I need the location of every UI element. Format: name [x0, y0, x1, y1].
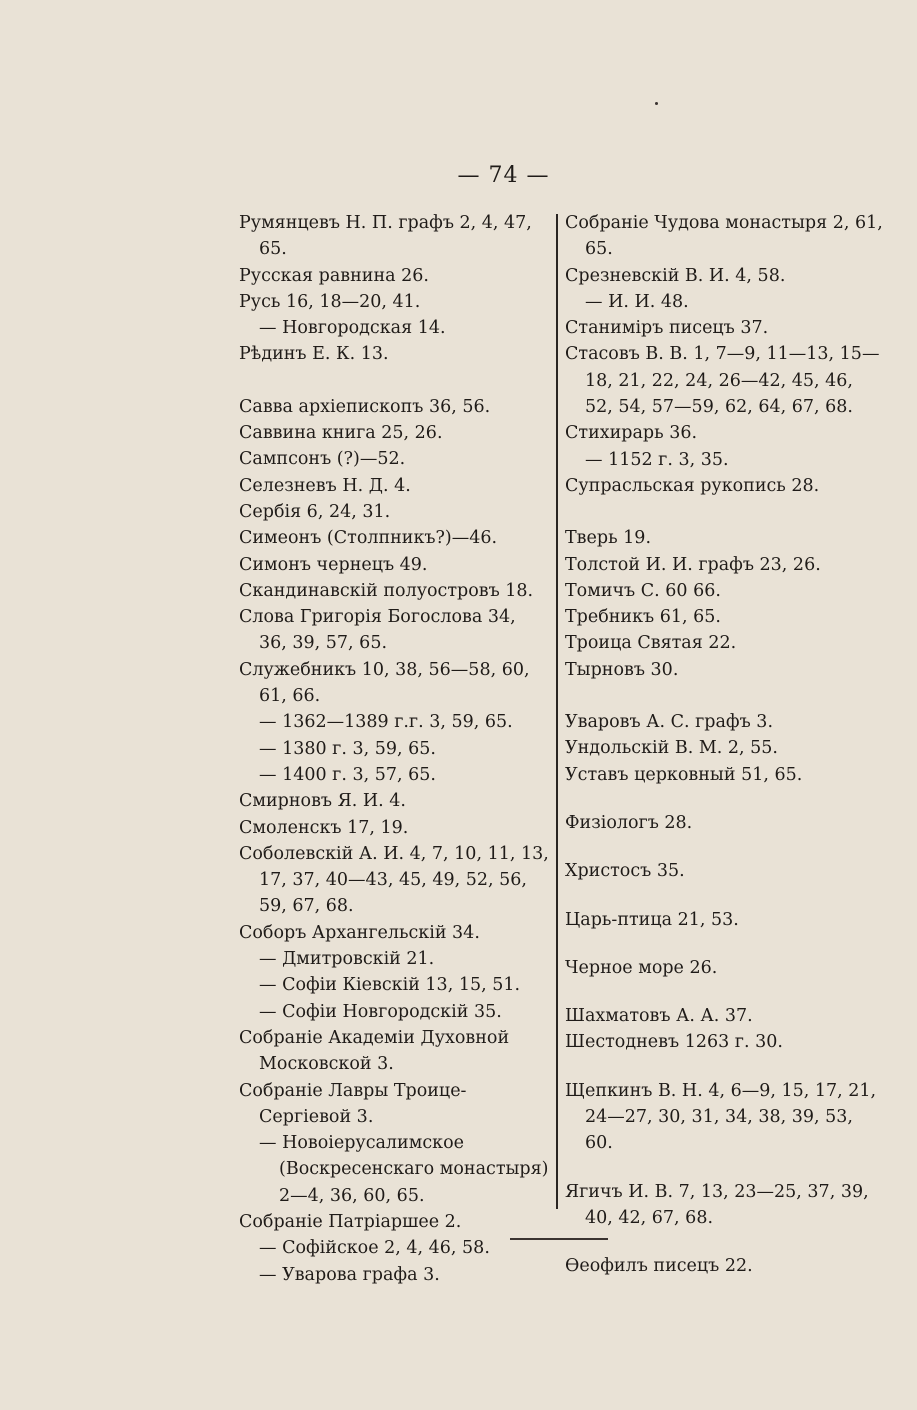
index-entry: Русская равнина 26.	[239, 265, 429, 286]
page-number: — 74 —	[457, 163, 550, 188]
index-entry: Соборъ Архангельскій 34.	[239, 922, 480, 943]
index-entry: Стасовъ В. В. 1, 7—9, 11—13, 15—18, 21, 22, 24, 26—42, 45, 46, 52, 54, 57—59, 62, 64, 67, 68.	[565, 344, 880, 418]
index-entry: Супрасльская рукопись 28.	[565, 475, 820, 496]
index-entry: Стихирарь 36.	[565, 423, 698, 444]
section-gap	[565, 1157, 885, 1179]
bottom-rule	[510, 1238, 608, 1240]
section-gap	[239, 368, 549, 394]
index-entry: Соболевскій А. И. 4, 7, 10, 11, 13, 17, 37, 40—43, 45, 49, 52, 56, 59, 67, 68.	[239, 843, 549, 917]
section-gap	[565, 1231, 885, 1253]
index-entry: Савва архіепископъ 36, 56.	[239, 396, 491, 417]
index-entry: Скандинавскій полуостровъ 18.	[239, 580, 534, 601]
index-entry: Служебникъ 10, 38, 56—58, 60, 61, 66.	[239, 659, 530, 707]
index-entry: — Новгородская 14.	[259, 318, 446, 339]
index-entry: Румянцевъ Н. П. графъ 2, 4, 47, 65.	[239, 213, 532, 260]
index-entry: Рѣдинъ Е. К. 13.	[239, 344, 389, 365]
section-gap	[565, 683, 885, 709]
index-entry: — Уварова графа 3.	[259, 1264, 440, 1285]
index-entry: Христосъ 35.	[565, 861, 685, 882]
index-entry: Физіологъ 28.	[565, 812, 693, 833]
index-entry: Срезневскій В. И. 4, 58.	[565, 265, 786, 286]
index-entry: Смирновъ Я. И. 4.	[239, 791, 406, 812]
section-gap	[565, 885, 885, 907]
index-entry: Сампсонъ (?)—52.	[239, 449, 406, 470]
index-entry: — Софіи Новгородскій 35.	[259, 1001, 502, 1022]
index-entry: — 1380 г. 3, 59, 65.	[259, 738, 436, 759]
index-entry: Троица Святая 22.	[565, 633, 737, 654]
index-entry: — 1400 г. 3, 57, 65.	[259, 764, 436, 785]
section-gap	[565, 933, 885, 955]
section-gap	[565, 499, 885, 525]
index-column-left	[239, 210, 549, 1288]
column-divider	[556, 214, 558, 1209]
index-entry: Царь-птица 21, 53.	[565, 909, 739, 930]
index-entry: Селезневъ Н. Д. 4.	[239, 475, 411, 496]
index-entry: Станиміръ писецъ 37.	[565, 318, 769, 339]
index-entry: Собраніе Академіи Духовной Московской 3.	[239, 1027, 510, 1075]
index-entry: Слова Григорія Богослова 34, 36, 39, 57, 65.	[239, 607, 516, 654]
index-entry: Уваровъ А. С. графъ 3.	[565, 712, 774, 733]
index-entry: Тверь 19.	[565, 528, 652, 549]
index-entry: — Дмитровскій 21.	[259, 949, 435, 970]
index-column-right	[565, 210, 885, 1280]
index-entry: Толстой И. И. графъ 23, 26.	[565, 554, 821, 575]
index-entry: Русь 16, 18—20, 41.	[239, 291, 421, 312]
index-entry: — Новоіерусалимское (Воскресенскаго монастыря) 2—4, 36, 60, 65.	[259, 1133, 549, 1206]
index-entry: Тырновъ 30.	[565, 659, 679, 680]
index-entry: Собраніе Лавры Троице-Сергіевой 3.	[239, 1080, 467, 1127]
index-entry: Симеонъ (Столпникъ?)—46.	[239, 528, 498, 549]
index-entry: — Софіи Кіевскій 13, 15, 51.	[259, 975, 521, 996]
index-entry: Ягичъ И. В. 7, 13, 23—25, 37, 39, 40, 42, 67, 68.	[565, 1181, 869, 1228]
index-entry: Симонъ чернецъ 49.	[239, 554, 428, 575]
index-entry: — 1152 г. 3, 35.	[585, 449, 729, 470]
index-entry: — И. И. 48.	[585, 291, 689, 312]
index-entry: Черное море 26.	[565, 957, 718, 978]
index-entry: Шестодневъ 1263 г. 30.	[565, 1032, 783, 1053]
index-entry: Уставъ церковный 51, 65.	[565, 764, 803, 785]
index-entry: Собраніе Чудова монастыря 2, 61, 65.	[565, 213, 883, 260]
index-entry: Шахматовъ А. А. 37.	[565, 1006, 753, 1027]
section-gap	[565, 788, 885, 810]
index-entry: Щепкинъ В. Н. 4, 6—9, 15, 17, 21, 24—27, 30, 31, 34, 38, 39, 53, 60.	[565, 1080, 877, 1154]
page-speck	[655, 102, 658, 105]
index-entry: Собраніе Патріаршее 2.	[239, 1211, 462, 1232]
index-entry: Томичъ С. 60 66.	[565, 580, 721, 601]
index-entry: — 1362—1389 г.г. 3, 59, 65.	[259, 712, 513, 733]
index-entry: Ундольскій В. М. 2, 55.	[565, 738, 778, 759]
index-entry: Ѳеофилъ писецъ 22.	[565, 1256, 753, 1277]
index-entry: Смоленскъ 17, 19.	[239, 817, 409, 838]
section-gap	[565, 836, 885, 858]
index-entry: — Софійское 2, 4, 46, 58.	[259, 1238, 490, 1259]
index-entry: Саввина книга 25, 26.	[239, 423, 443, 444]
section-gap	[565, 1056, 885, 1078]
index-entry: Сербія 6, 24, 31.	[239, 501, 391, 522]
index-entry: Требникъ 61, 65.	[565, 607, 721, 628]
section-gap	[565, 981, 885, 1003]
